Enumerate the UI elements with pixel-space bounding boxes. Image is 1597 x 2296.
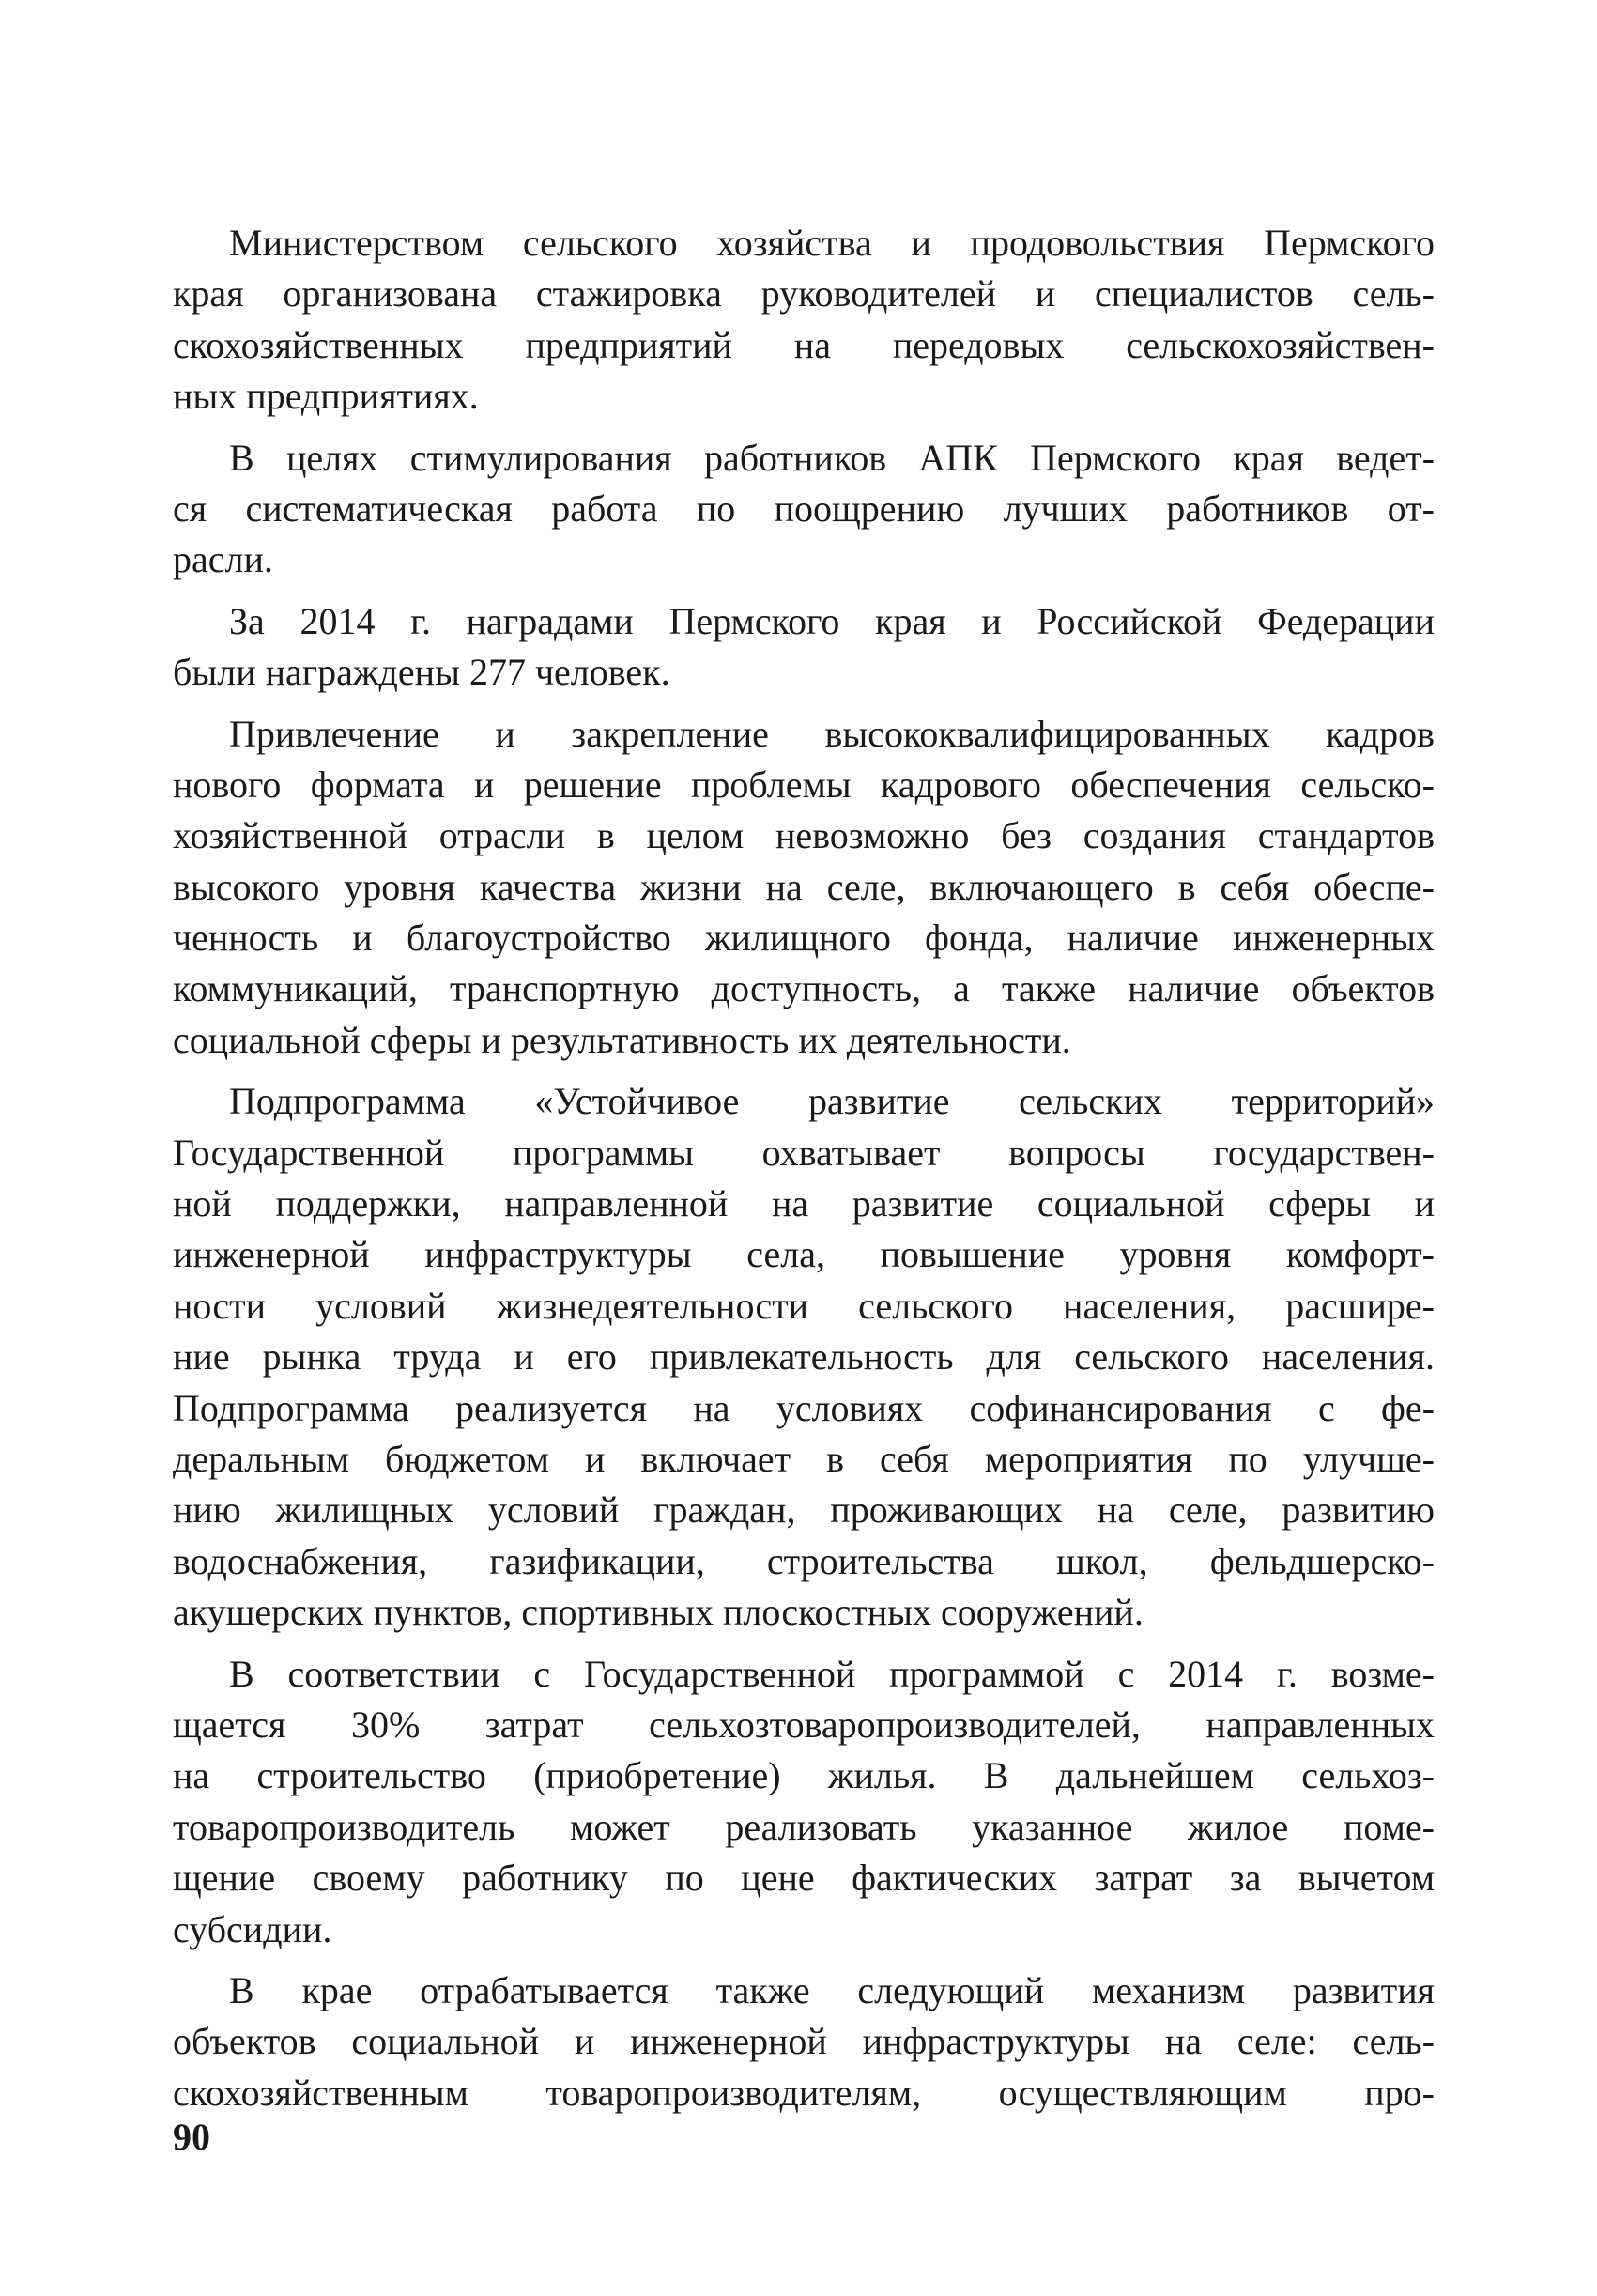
text-line: В крае отрабатывается также следующий механизм развития <box>229 1968 1435 2011</box>
paragraph <box>173 596 1435 699</box>
text-line: объектов социальной и инженерной инфраструктуры на селе: сель- <box>173 2020 1435 2063</box>
text-line: Подпрограмма «Устойчивое развитие сельских территорий» <box>229 1080 1435 1123</box>
text-line: скохозяйственным товаропроизводителям, осуществляющим про- <box>173 2071 1435 2114</box>
text-line: В целях стимулирования работников АПК Пермского края ведет- <box>229 436 1435 479</box>
paragraph <box>173 1076 1435 1638</box>
text-line: скохозяйственных предприятий на передовых сельскохозяйствен- <box>173 323 1435 366</box>
text-line: деральным бюджетом и включает в себя мероприятия по улучше- <box>173 1437 1435 1480</box>
paragraph <box>173 218 1435 423</box>
text-line: ченность и благоустройство жилищного фонда, наличие инженерных <box>173 917 1435 960</box>
text-line: хозяйственной отрасли в целом невозможно без создания стандартов <box>173 814 1435 857</box>
text-line: Подпрограмма реализуется на условиях софинансирования с фе- <box>173 1386 1435 1429</box>
paragraph <box>173 433 1435 586</box>
paragraph <box>173 1649 1435 1955</box>
text-line: нового формата и решение проблемы кадрового обеспечения сельско- <box>173 763 1435 806</box>
text-line: акушерских пунктов, спортивных плоскостных сооружений. <box>173 1591 1144 1634</box>
text-line: коммуникаций, транспортную доступность, а также наличие объектов <box>173 967 1435 1010</box>
text-line: товаропроизводитель может реализовать указанное жилое поме- <box>173 1805 1435 1848</box>
page-number: 90 <box>173 2116 210 2158</box>
text-line: расли. <box>173 538 273 581</box>
text-line: За 2014 г. наградами Пермского края и Российской Федерации <box>229 599 1435 642</box>
text-line: на строительство (приобретение) жилья. В дальнейшем сельхоз- <box>173 1754 1435 1797</box>
text-line: Министерством сельского хозяйства и продовольствия Пермского <box>229 222 1435 264</box>
text-line: высокого уровня качества жизни на селе, включающего в себя обеспе- <box>173 865 1435 908</box>
text-line: субсидии. <box>173 1907 332 1950</box>
paragraph <box>173 709 1435 1067</box>
body-text <box>173 218 1435 2119</box>
text-line: нию жилищных условий граждан, проживающих на селе, развитию <box>173 1488 1435 1532</box>
text-line: ние рынка труда и его привлекательность для сельского населения. <box>173 1335 1435 1379</box>
text-line: были награждены 277 человек. <box>173 651 670 694</box>
text-line: водоснабжения, газификации, строительства школ, фельдшерско- <box>173 1539 1435 1582</box>
text-line: ной поддержки, направленной на развитие социальной сферы и <box>173 1182 1435 1225</box>
text-line: ных предприятиях. <box>173 375 479 418</box>
text-line: инженерной инфраструктуры села, повышение уровня комфорт- <box>173 1233 1435 1276</box>
text-line: В соответствии с Государственной программой с 2014 г. возме- <box>229 1652 1435 1695</box>
text-line: края организована стажировка руководителей и специалистов сель- <box>173 272 1435 316</box>
text-line: ся систематическая работа по поощрению лучших работников от- <box>173 486 1435 530</box>
text-line: Государственной программы охватывает вопросы государствен- <box>173 1131 1435 1174</box>
text-line: щение своему работнику по цене фактических затрат за вычетом <box>173 1857 1435 1900</box>
paragraph <box>173 1965 1435 2119</box>
text-line: щается 30% затрат сельхозтоваропроизводителей, направленных <box>173 1703 1435 1746</box>
text-line: социальной сферы и результативность их деятельности. <box>173 1018 1071 1061</box>
text-line: ности условий жизнедеятельности сельского населения, расшире- <box>173 1284 1435 1327</box>
text-line: Привлечение и закрепление высококвалифицированных кадров <box>229 712 1435 755</box>
